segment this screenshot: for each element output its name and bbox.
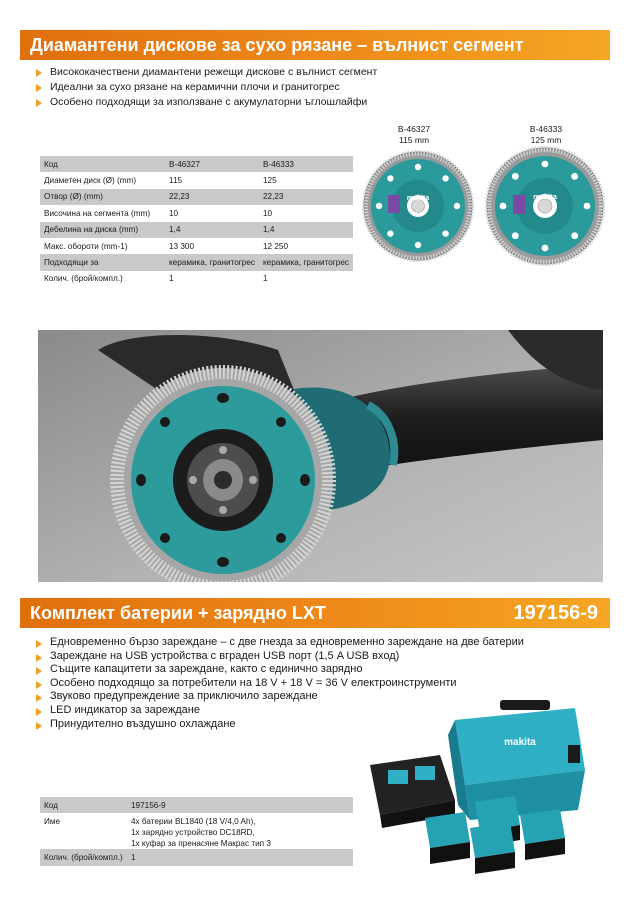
- product-code-badge: 197156-9: [513, 602, 598, 624]
- table-cell: 1: [127, 849, 353, 865]
- kit-content-line: 4x батерии BL1840 (18 V/4,0 Ah),: [131, 817, 256, 827]
- table-cell: B-46333: [259, 156, 353, 172]
- table-cell: Име: [40, 813, 127, 849]
- table-row: [40, 222, 353, 238]
- table-row: [40, 238, 353, 254]
- table-cell: 10: [259, 205, 353, 221]
- section-title-diamond-discs: [20, 30, 610, 60]
- table-cell: Макс. обороти (mm-1): [40, 238, 165, 254]
- table-cell: 12 250: [259, 238, 353, 254]
- section-title-text: Комплект батерии + зарядно LXT: [30, 603, 326, 623]
- table-cell: 1,4: [165, 222, 259, 238]
- table-cell: керамика, гранитогрес: [165, 254, 259, 270]
- table-cell: керамика, гранитогрес: [259, 254, 353, 270]
- table-cell: 115: [165, 172, 259, 188]
- table-cell: Колич. (брой/компл.): [40, 849, 127, 865]
- product-code: B-46327: [397, 124, 431, 134]
- diamond-features-list: [36, 65, 377, 110]
- table-row: [40, 254, 353, 270]
- table-cell: 1: [259, 271, 353, 287]
- table-cell: 10: [165, 205, 259, 221]
- makita-logo-text: makita: [406, 195, 430, 202]
- makita-logo-text: makita: [504, 737, 536, 748]
- table-cell: 197156-9: [127, 797, 353, 813]
- table-cell: 1: [165, 271, 259, 287]
- diamond-disc-125-image: [485, 146, 605, 266]
- diamond-spec-table: [40, 156, 353, 287]
- battery-kit-image: [360, 690, 600, 890]
- table-cell: 125: [259, 172, 353, 188]
- table-cell: 13 300: [165, 238, 259, 254]
- table-row: [40, 849, 353, 865]
- grinder-illustration: [38, 330, 603, 582]
- diamond-disc-115-image: [362, 150, 474, 262]
- table-cell: Колич. (брой/компл.): [40, 271, 165, 287]
- table-cell: Отвор (Ø) (mm): [40, 189, 165, 205]
- list-item: Идеални за сухо рязане на керамични плочи и гранитогрес: [36, 80, 377, 95]
- table-cell: [127, 813, 353, 849]
- product-size: 125 mm: [530, 135, 562, 145]
- makita-logo-text: makita: [533, 192, 557, 201]
- list-item: Зареждане на USB устройства с вграден USB порт (1,5 A USB вход): [36, 650, 524, 664]
- table-cell: 22,23: [165, 189, 259, 205]
- table-cell: Диаметен диск (Ø) (mm): [40, 172, 165, 188]
- battery-kit-spec-table: [40, 797, 353, 866]
- list-item: Звуково предупреждение за приключило зареждане: [36, 690, 524, 704]
- table-row: [40, 172, 353, 188]
- table-cell: Дебелина на диска (mm): [40, 222, 165, 238]
- list-item: Особено подходящи за използване с акумулаторни ъглошлайфи: [36, 95, 377, 110]
- kit-content-line: 1x куфар за пренасяне Макрас тип 3: [131, 839, 271, 849]
- table-cell: Код: [40, 797, 127, 813]
- list-item: Принудително въздушно охлаждане: [36, 718, 524, 732]
- table-row: [40, 205, 353, 221]
- list-item: LED индикатор за зареждане: [36, 704, 524, 718]
- section-title-text: Диамантени дискове за сухо рязане – вълнист сегмент: [30, 35, 524, 55]
- product-code: B-46333: [529, 124, 563, 134]
- table-cell: Код: [40, 156, 165, 172]
- table-cell: 22,23: [259, 189, 353, 205]
- list-item: Същите капацитети за зареждане, както с единично зарядно: [36, 663, 524, 677]
- table-row: [40, 271, 353, 287]
- list-item: Висококачествени диамантени режещи дискове с вълнист сегмент: [36, 65, 377, 80]
- table-cell: Височина на сегмента (mm): [40, 205, 165, 221]
- table-row: [40, 797, 353, 813]
- list-item: Особено подходящо за потребители на 18 V + 18 V = 36 V електроинструменти: [36, 677, 524, 691]
- table-cell: 1,4: [259, 222, 353, 238]
- product-size: 115 mm: [398, 135, 430, 145]
- kit-content-line: 1x зарядно устройство DC18RD,: [131, 828, 255, 838]
- table-row: [40, 156, 353, 172]
- table-cell: B-46327: [165, 156, 259, 172]
- table-row: [40, 189, 353, 205]
- table-cell: Подходящи за: [40, 254, 165, 270]
- grinder-photo: [38, 330, 603, 582]
- table-row: [40, 813, 353, 849]
- product-caption-b46327: [384, 124, 444, 146]
- product-caption-b46333: [516, 124, 576, 146]
- section-title-battery-kit: [20, 598, 610, 628]
- list-item: Едновременно бързо зареждане – с две гнезда за едновременно зареждане на две батерии: [36, 636, 524, 650]
